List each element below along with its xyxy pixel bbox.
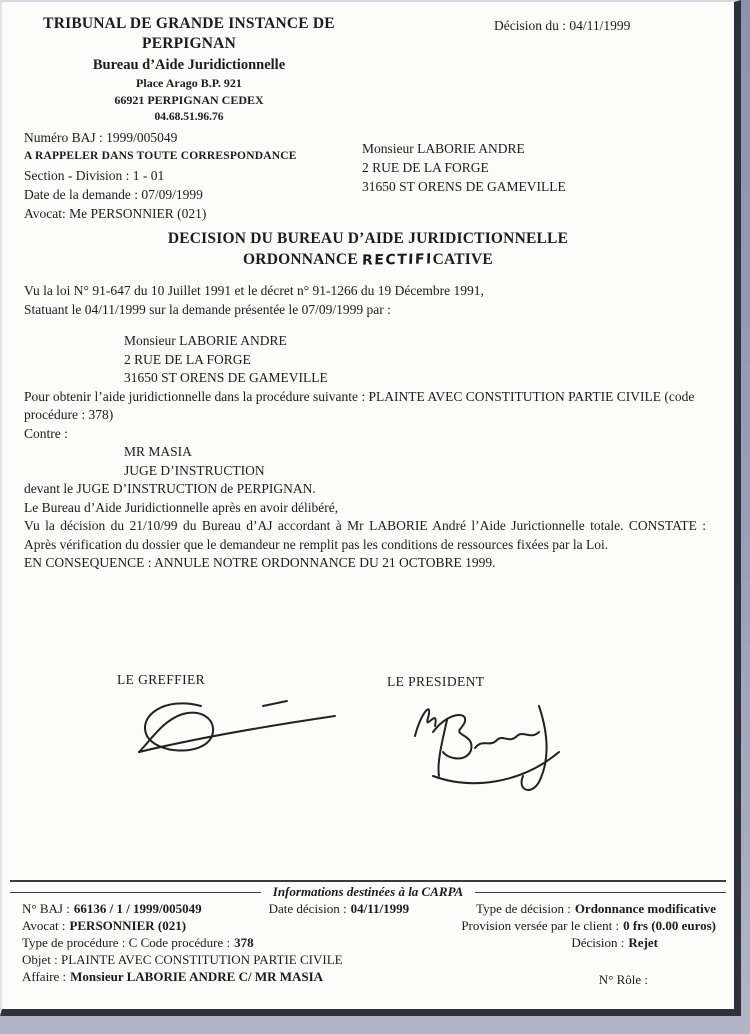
applicant-address xyxy=(124,332,706,388)
recipient-street: 2 RUE DE LA FORGE xyxy=(362,160,489,175)
affaire xyxy=(22,968,323,988)
title-line2 xyxy=(2,249,734,271)
recipient-name: Monsieur LABORIE ANDRE xyxy=(362,141,525,156)
footer-avocat-value: PERSONNIER (021) xyxy=(69,918,187,933)
procedure-label: Type de procédure : C Code procédure : xyxy=(22,935,231,950)
recipient-city: 31650 ST ORENS DE GAMEVILLE xyxy=(362,179,566,194)
footer-title-row xyxy=(10,883,726,900)
objet-value: PLAINTE AVEC CONSTITUTION PARTIE CIVILE xyxy=(61,952,343,967)
defendant-list xyxy=(124,443,706,480)
contre-label: Contre : xyxy=(24,425,68,441)
paragraph-devant: devant le JUGE D’INSTRUCTION de PERPIGNAN. xyxy=(24,481,316,496)
footer-title: Informations destinées à la CARPA xyxy=(261,883,475,900)
provision xyxy=(461,917,716,934)
greffier-signature-icon xyxy=(117,688,352,770)
baj-label: N° BAJ : xyxy=(22,901,70,916)
applicant-city: 31650 ST ORENS DE GAMEVILLE xyxy=(124,370,328,385)
role-number: N° Rôle : xyxy=(598,972,648,987)
footer-row-5 xyxy=(10,968,726,988)
objet-label: Objet : xyxy=(22,952,58,967)
decision-body xyxy=(24,282,706,573)
paragraph-delibere: Le Bureau d’Aide Juridictionnelle après en avoir délibéré, xyxy=(24,499,339,515)
applicant-name: Monsieur LABORIE ANDRE xyxy=(124,333,287,348)
baj-number xyxy=(22,900,202,917)
date-decision xyxy=(269,900,410,917)
paragraph-constate: Vu la décision du 21/10/99 du Bureau d’AJ accordant à Mr LABORIE André l’Aide Jurictionnelle totale. CONSTATE : Après vérification du dossier que le demandeur ne remplit pas les conditions de ressources fixées par la Loi. xyxy=(24,518,706,552)
court-address-line2: 66921 PERPIGNAN CEDEX xyxy=(114,93,264,108)
date-decision-value: 04/11/1999 xyxy=(350,901,410,916)
type-decision-value: Ordonnance modificative xyxy=(574,901,716,916)
procedure-type xyxy=(22,934,254,951)
avocat-line: Avocat: Me PERSONNIER (021) xyxy=(24,206,207,221)
court-address-line1: Place Arago B.P. 921 xyxy=(136,76,242,91)
court-phone: 04.68.51.96.76 xyxy=(154,110,224,123)
affaire-value: Monsieur LABORIE ANDRE C/ MR MASIA xyxy=(70,969,324,984)
decision-date: Décision du : 04/11/1999 xyxy=(494,18,631,33)
date-decision-label: Date décision : xyxy=(268,901,347,916)
signature-block-greffier xyxy=(117,672,352,770)
footer-decision-label: Décision : xyxy=(571,935,625,950)
title-line2-suffix: CATIVE xyxy=(432,251,493,268)
signature-block-president xyxy=(387,674,587,808)
office-name: Bureau d’Aide Juridictionnelle xyxy=(92,57,286,74)
paragraph-statuant: Statuant le 04/11/1999 sur la demande présentée le 07/09/1999 par : xyxy=(24,301,391,317)
court-name-line2: PERPIGNAN xyxy=(142,34,236,52)
paragraph-consequence: EN CONSEQUENCE : ANNULE NOTRE ORDONNANCE DU 21 OCTOBRE 1999. xyxy=(24,555,496,570)
footer-top-rule xyxy=(10,880,726,882)
baj-value: 66136 / 1 / 1999/005049 xyxy=(73,901,202,916)
type-decision xyxy=(476,900,716,917)
footer-row-1 xyxy=(10,900,726,917)
recipient-address xyxy=(362,139,566,196)
affaire-label: Affaire : xyxy=(22,969,67,984)
date-demande: Date de la demande : 07/09/1999 xyxy=(24,187,203,202)
defendant-title: JUGE D’INSTRUCTION xyxy=(124,462,265,478)
paragraph-pour-obtenir: Pour obtenir l’aide juridictionnelle dans la procédure suivante : PLAINTE AVEC CONSTITUTION PARTIE CIVILE (code procédure : 378) xyxy=(24,388,695,422)
paragraph-vu-loi: Vu la loi N° 91-647 du 10 Juillet 1991 et le décret n° 91-1266 du 19 Décembre 1991, xyxy=(24,283,484,298)
footer-avocat-label: Avocat : xyxy=(22,918,66,933)
footer-avocat xyxy=(22,917,186,934)
footer-decision-value: Rejet xyxy=(628,935,658,950)
title-line2-prefix: ORDONNANCE xyxy=(243,251,358,268)
greffier-label: LE GREFFIER xyxy=(117,672,206,687)
procedure-value: 378 xyxy=(234,935,254,950)
applicant-street: 2 RUE DE LA FORGE xyxy=(124,351,251,367)
title-handwritten-correction: RECTIFI xyxy=(361,251,433,269)
footer-row-3 xyxy=(10,934,726,951)
provision-value: 0 frs (0.00 euros) xyxy=(623,918,716,933)
carpa-footer xyxy=(10,880,726,988)
footer-decision xyxy=(571,934,658,951)
defendant-name: MR MASIA xyxy=(124,444,192,459)
court-header xyxy=(28,14,350,124)
document-title xyxy=(2,228,734,271)
objet xyxy=(22,951,343,968)
footer-row-4 xyxy=(10,951,726,968)
footer-row-2 xyxy=(10,917,726,934)
president-signature-icon xyxy=(387,690,587,808)
title-line1: DECISION DU BUREAU D’AIDE JURIDICTIONNELLE xyxy=(167,230,569,247)
court-name xyxy=(28,14,350,53)
type-decision-label: Type de décision : xyxy=(476,901,571,916)
president-label: LE PRESIDENT xyxy=(387,674,485,689)
numero-baj: Numéro BAJ : 1999/005049 xyxy=(24,130,178,145)
case-info-block xyxy=(24,128,297,223)
provision-label: Provision versée par le client : xyxy=(461,918,620,933)
section-division: Section - Division : 1 - 01 xyxy=(24,168,165,183)
court-name-line1: TRIBUNAL DE GRANDE INSTANCE DE xyxy=(43,15,335,32)
correspondence-note: A RAPPELER DANS TOUTE CORRESPONDANCE xyxy=(24,150,297,162)
